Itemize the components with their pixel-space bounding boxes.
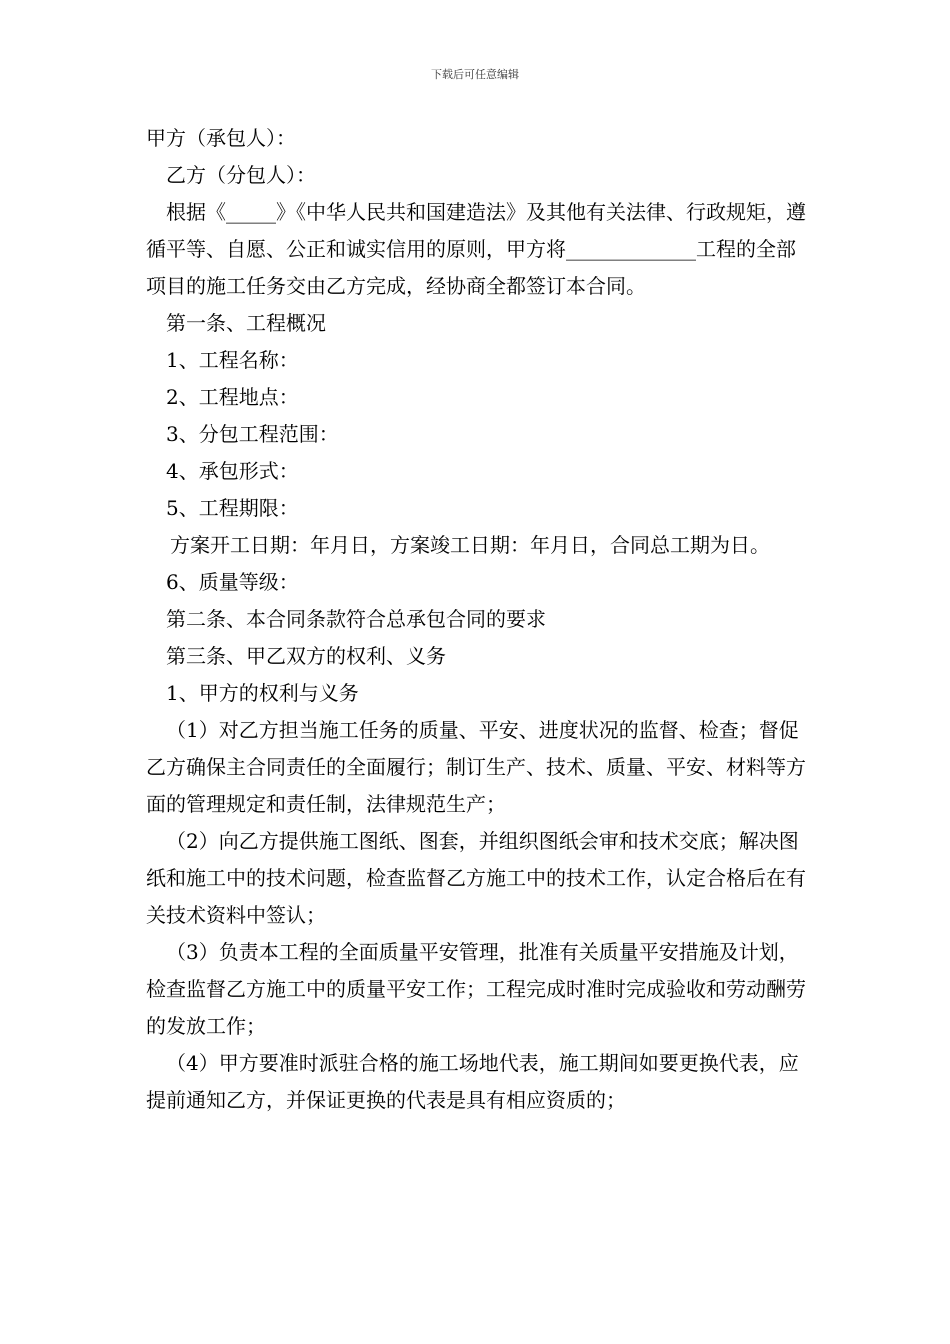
intro-text-1: 根据《 [166, 200, 226, 224]
article-3-heading: 第三条、甲乙双方的权利、义务 [166, 644, 446, 668]
page-header: 下载后可任意编辑 [431, 68, 519, 81]
clause-1: （1）对乙方担当施工任务的质量、平安、进度状况的监督、检查；督促乙方确保主合同责任的全面履行；制订生产、技术、质量、平安、材料等方面的管理规定和责任制，法律规范生产； [146, 718, 806, 816]
intro-text-2: 》《中华人民共和国建造法》及其他有关法律、行政规矩，遵循平等、自愿、公正和诚实信用的原则，甲方将 [146, 200, 806, 261]
law-name-blank: _____ [226, 200, 276, 224]
project-duration-item: 5、工程期限： [166, 496, 299, 520]
clause-2: （2）向乙方提供施工图纸、图套，并组织图纸会审和技术交底；解决图纸和施工中的技术问题，检查监督乙方施工中的技术工作，认定合格后在有关技术资料中签认； [146, 829, 806, 927]
article-1-heading: 第一条、工程概况 [166, 311, 326, 335]
party-b-line: 乙方（分包人）： [166, 163, 316, 187]
project-location-item: 2、工程地点： [166, 385, 299, 409]
clause-4: （4）甲方要准时派驻合格的施工场地代表，施工期间如要更换代表，应提前通知乙方，并保证更换的代表是具有相应资质的； [146, 1051, 799, 1112]
project-name-blank: _____________ [566, 237, 696, 261]
contract-body [146, 120, 810, 1119]
quality-grade-item: 6、质量等级： [166, 570, 299, 594]
subcontract-scope-item: 3、分包工程范围： [166, 422, 339, 446]
article-2-heading: 第二条、本合同条款符合总承包合同的要求 [166, 607, 546, 631]
party-a-line: 甲方（承包人）： [146, 126, 296, 150]
schedule-paragraph: 方案开工日期：年月日，方案竣工日期：年月日，合同总工期为日。 [170, 533, 770, 557]
intro-paragraph [146, 194, 810, 305]
clause-3: （3）负责本工程的全面质量平安管理，批准有关质量平安措施及计划，检查监督乙方施工中的质量平安工作；工程完成时准时完成验收和劳动酬劳的发放工作； [146, 940, 806, 1038]
project-name-item: 1、工程名称： [166, 348, 299, 372]
contract-form-item: 4、承包形式： [166, 459, 299, 483]
intro-text-3: 工程的全部项目的施工任务交由乙方完成，经协商全都签订本合同。 [146, 237, 796, 298]
party-a-rights-heading: 1、甲方的权利与义务 [166, 681, 359, 705]
